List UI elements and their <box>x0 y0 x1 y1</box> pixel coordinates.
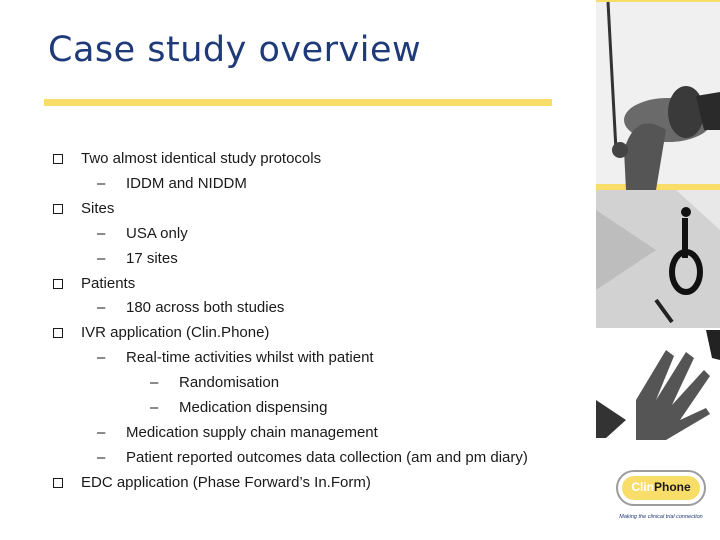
bullet-dash-marker: – <box>97 299 106 316</box>
bullet-text-level-2: Medication supply chain management <box>126 424 378 441</box>
bullet-checkbox-icon <box>53 279 63 289</box>
bullet-dash-marker: – <box>97 250 106 267</box>
climber-silhouette-image <box>596 2 720 190</box>
bullet-text-level-1: Sites <box>81 200 115 217</box>
bullet-dash-marker: – <box>97 175 106 192</box>
sidebar-imagery <box>596 0 720 540</box>
bullet-dash-marker: – <box>97 424 106 441</box>
bullet-checkbox-icon <box>53 204 63 214</box>
bullet-text-level-2: IDDM and NIDDM <box>126 175 247 192</box>
bullet-text-level-1: IVR application (Clin.Phone) <box>81 324 270 341</box>
bullet-text-level-2: Patient reported outcomes data collection (am and pm diary) <box>126 449 528 466</box>
bullet-text-level-3: Medication dispensing <box>179 399 328 416</box>
logo-text-phone: Phone <box>654 480 691 494</box>
logo-text-clin: Clin <box>631 480 654 494</box>
logo-pill-inner <box>622 476 700 500</box>
bullet-dash-marker: – <box>150 399 159 416</box>
logo-pill <box>616 470 706 506</box>
page-title: Case study overview <box>48 30 422 70</box>
bullet-text-level-1: EDC application (Phase Forward’s In.Form) <box>81 474 371 491</box>
bullet-checkbox-icon <box>53 478 63 488</box>
reaching-hands-image <box>596 328 720 440</box>
bullet-checkbox-icon <box>53 154 63 164</box>
bullet-dash-marker: – <box>97 449 106 466</box>
bullet-text-level-2: 180 across both studies <box>126 299 285 316</box>
bullet-dash-marker: – <box>150 374 159 391</box>
bullet-text-level-3: Randomisation <box>179 374 280 391</box>
bullet-dash-marker: – <box>97 225 106 242</box>
bullet-text-level-1: Patients <box>81 275 136 292</box>
bullet-text-level-2: USA only <box>126 225 188 242</box>
bullet-text-level-2: Real-time activities whilst with patient <box>126 349 374 366</box>
bullet-text-level-2: 17 sites <box>126 250 178 267</box>
bullet-checkbox-icon <box>53 328 63 338</box>
bullet-dash-marker: – <box>97 349 106 366</box>
runner-shadow-image <box>596 190 720 328</box>
bullet-text-level-1: Two almost identical study protocols <box>81 150 322 167</box>
logo-tagline: Making the clinical trial connection <box>619 514 703 520</box>
clinphone-logo <box>596 440 720 540</box>
